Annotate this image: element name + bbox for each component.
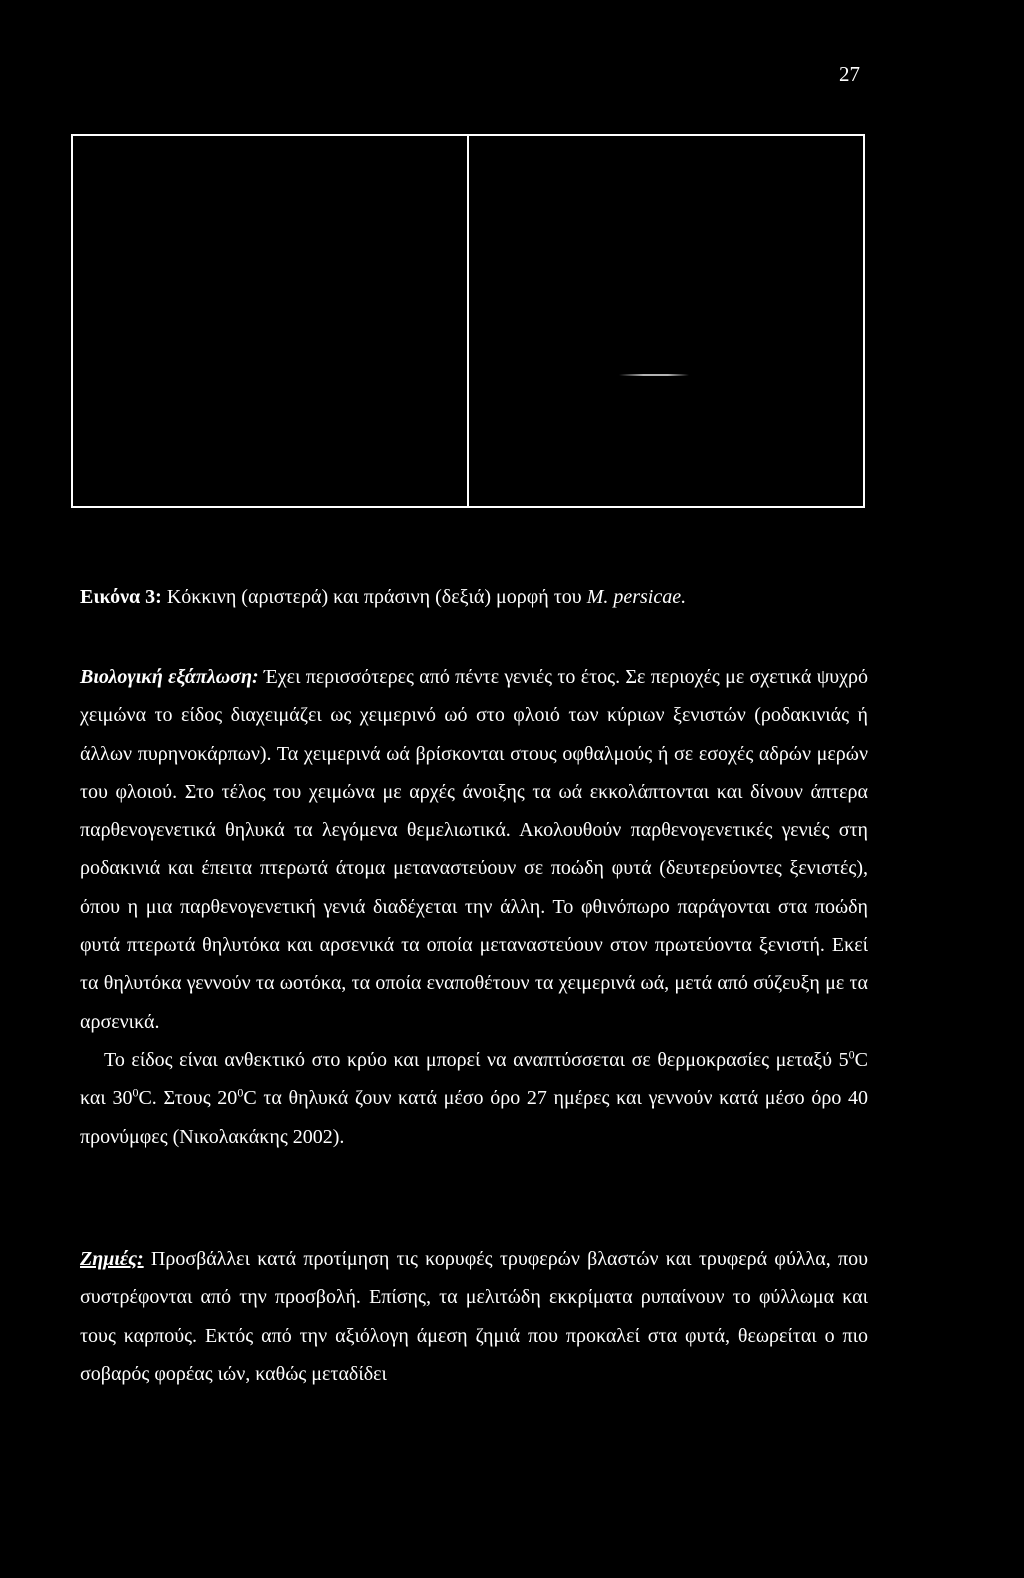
p2-sup3: 0 [237,1085,244,1100]
biology-heading: Βιολογική εξάπλωση: [80,666,259,688]
p2-part4: C τα θηλυκά ζουν κατά μέσο όρο 27 ημέρες και γεννούν κατά μέσο όρο 40 προνύμφες (Νικολακάκης 2002). [80,1087,869,1148]
p2-part3: C. Στους 20 [138,1087,238,1110]
caption-species: M. persicae. [586,586,687,608]
caption-label: Εικόνα 3: [80,586,162,608]
damage-paragraph [80,1240,868,1393]
biology-paragraph-1 [80,658,868,1041]
image-speck [619,374,689,376]
p2-part2: C και 30 [80,1048,868,1110]
figure-panel-right-green-form [467,136,863,506]
figure-frame [71,134,865,508]
biology-section [80,658,868,1156]
p2-sup1: 0 [848,1047,855,1062]
biology-paragraph-1-text: Έχει περισσότερες από πέντε γενιές το έτος. Σε περιοχές με σχετικά ψυχρό χειμώνα το είδος διαχειμάζει ως χειμερινό ωό στο φλοιό των κύριων ξενιστών (ροδακινιάς ή άλλων πυρηνοκάρπων). Τα χειμερινά ωά βρίσκονται στους οφθαλμούς ή σε εσοχές αδρών μερών του φλοιού. Στο τέλος του χειμώνα με αρχές άνοιξης τα ωά εκκολάπτονται και δίνουν άπτερα παρθενογενετικά θηλυκά τα λεγόμενα θεμελιωτικά. Ακολουθούν παρθενογενετικές γενιές στη ροδακινιά και έπειτα πτερωτά άτομα μεταναστεύουν σε ποώδη φυτά (δευτερεύοντες ξενιστές), όπου η μια παρθενογενετική γενιά διαδέχεται την άλλη. Το φθινόπωρο παράγονται στα ποώδη φυτά πτερωτά θηλυτόκα και αρσενικά τα οποία μεταναστεύουν στον πρωτεύοντα ξενιστή. Εκεί τα θηλυτόκα γεννούν τα ωοτόκα, τα οποία εναποθέτουν τα χειμερινά ωά, μετά από σύζευξη με τα αρσενικά. [80,666,868,1033]
figure-panel-left-red-form [73,136,467,506]
damage-section [80,1240,868,1393]
p2-part1: Το είδος είναι ανθεκτικό στο κρύο και μπορεί να αναπτύσσεται σε θερμοκρασίες μεταξύ 5 [104,1048,849,1071]
figure-caption [80,585,880,609]
caption-text: Κόκκινη (αριστερά) και πράσινη (δεξιά) μορφή του [161,586,587,608]
biology-paragraph-2 [80,1041,868,1156]
damage-paragraph-text: Προσβάλλει κατά προτίμηση τις κορυφές τρυφερών βλαστών και τρυφερά φύλλα, που συστρέφονται από την προσβολή. Επίσης, τα μελιτώδη εκκρίματα ρυπαίνουν το φύλλωμα και τους καρπούς. Εκτός από την αξιόλογη άμεση ζημιά που προκαλεί στα φυτά, θεωρείται ο πιο σοβαρός φορέας ιών, καθώς μεταδίδει [80,1248,868,1385]
damage-heading: Ζημιές: [80,1248,144,1270]
page-number: 27 [839,62,860,86]
p2-sup2: 0 [132,1085,139,1100]
